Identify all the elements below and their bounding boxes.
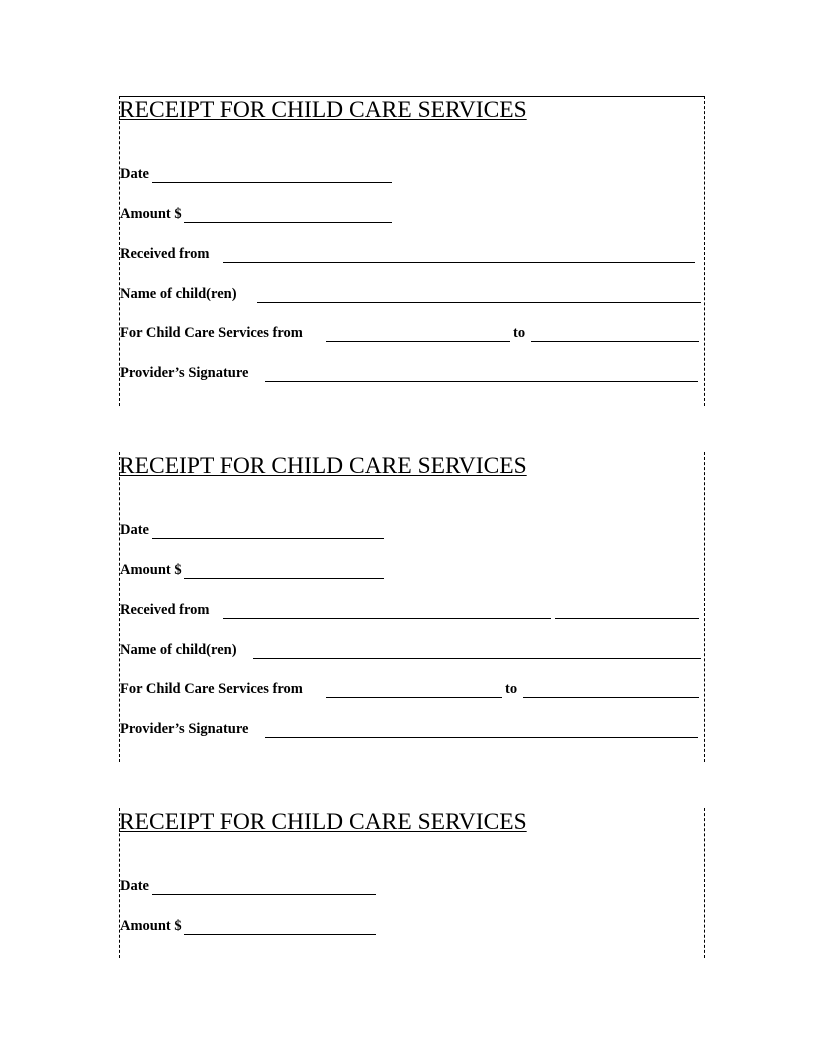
services-from-field[interactable] <box>326 697 502 698</box>
received-from-field[interactable] <box>223 618 551 619</box>
receipt-right-border <box>704 808 705 958</box>
signature-field[interactable] <box>265 381 698 382</box>
services-from-label: For Child Care Services from <box>120 325 303 341</box>
amount-field[interactable] <box>184 222 392 223</box>
amount-field[interactable] <box>184 934 376 935</box>
amount-field[interactable] <box>184 578 384 579</box>
date-label: Date <box>120 522 149 538</box>
date-field[interactable] <box>152 182 392 183</box>
received-from-label: Received from <box>120 246 210 262</box>
date-label: Date <box>120 166 149 182</box>
receipt-right-border <box>704 452 705 762</box>
date-field[interactable] <box>152 538 384 539</box>
services-to-label: to <box>505 681 518 697</box>
child-name-field[interactable] <box>257 302 701 303</box>
services-to-label: to <box>513 325 526 341</box>
received-from-field[interactable] <box>223 262 695 263</box>
receipt-title: RECEIPT FOR CHILD CARE SERVICES <box>119 97 527 123</box>
date-label: Date <box>120 878 149 894</box>
receipt-title: RECEIPT FOR CHILD CARE SERVICES <box>119 809 527 835</box>
receipt-title: RECEIPT FOR CHILD CARE SERVICES <box>119 453 527 479</box>
receipt-right-border <box>704 96 705 406</box>
signature-label: Provider’s Signature <box>120 721 249 737</box>
services-to-field[interactable] <box>531 341 699 342</box>
amount-label: Amount $ <box>120 562 182 578</box>
receipt-3 <box>119 808 705 958</box>
receipt-2 <box>119 452 705 762</box>
received-from-label: Received from <box>120 602 210 618</box>
child-name-label: Name of child(ren) <box>120 286 237 302</box>
child-name-label: Name of child(ren) <box>120 642 237 658</box>
received-from-field-extra[interactable] <box>555 618 699 619</box>
signature-label: Provider’s Signature <box>120 365 249 381</box>
receipt-1 <box>119 96 705 406</box>
amount-label: Amount $ <box>120 918 182 934</box>
signature-field[interactable] <box>265 737 698 738</box>
services-from-label: For Child Care Services from <box>120 681 303 697</box>
date-field[interactable] <box>152 894 376 895</box>
services-to-field[interactable] <box>523 697 699 698</box>
child-name-field[interactable] <box>253 658 701 659</box>
amount-label: Amount $ <box>120 206 182 222</box>
services-from-field[interactable] <box>326 341 510 342</box>
